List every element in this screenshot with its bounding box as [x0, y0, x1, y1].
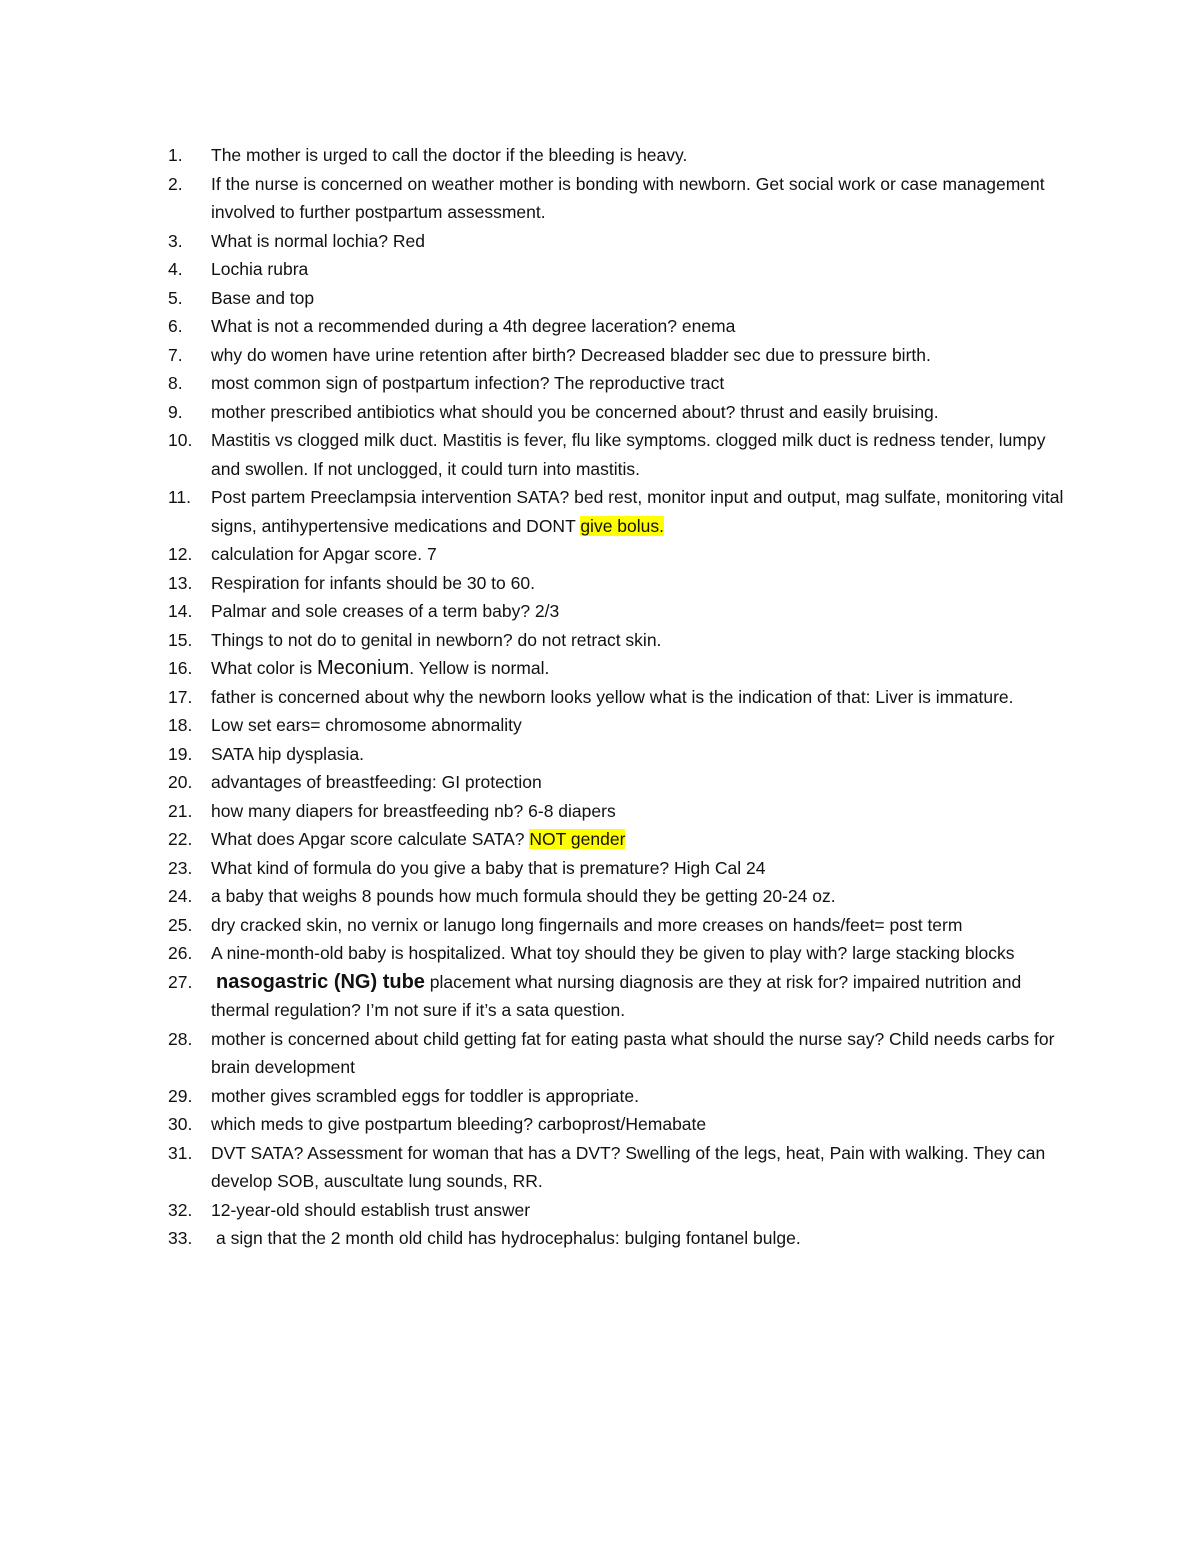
item-text: Things to not do to genital in newborn? do not retract skin. — [211, 629, 662, 650]
list-item — [168, 939, 1068, 968]
item-text: Mastitis vs clogged milk duct. Mastitis is fever, flu like symptoms. clogged milk duct is redness tender, lumpy and swollen. If not unclogged, it could turn into mastitis. — [211, 430, 1046, 479]
item-number: 20. — [168, 772, 193, 792]
item-number: 27. — [168, 971, 193, 992]
emphasized-term: Meconium — [317, 657, 410, 679]
item-number: 8. — [168, 373, 183, 393]
list-item — [168, 341, 1068, 370]
item-number: 7. — [168, 344, 183, 365]
item-text: mother prescribed antibiotics what should you be concerned about? thrust and easily bruising. — [211, 401, 939, 422]
item-text: If the nurse is concerned on weather mother is bonding with newborn. Get social work or case management involved to further postpartum assessment. — [211, 173, 1045, 222]
item-number: 6. — [168, 316, 183, 336]
item-number: 15. — [168, 629, 193, 650]
item-text: What kind of formula do you give a baby that is premature? High Cal 24 — [211, 857, 766, 878]
item-number: 24. — [168, 886, 193, 906]
item-number: 9. — [168, 401, 183, 422]
item-text: most common sign of postpartum infection? The reproductive tract — [211, 373, 725, 393]
list-item — [168, 312, 1068, 341]
list-item — [168, 911, 1068, 940]
emphasized-term: nasogastric (NG) tube — [216, 970, 425, 993]
list-item — [168, 882, 1068, 911]
question-list — [168, 141, 1068, 1253]
list-item — [168, 597, 1068, 626]
item-text: advantages of breastfeeding: GI protection — [211, 772, 542, 792]
item-text-part: placement what nursing diagnosis are they at risk for? impaired nutrition and thermal regulation? I’m not sure if it’s a sata question. — [211, 971, 1022, 1020]
list-item — [168, 540, 1068, 569]
list-item — [168, 1196, 1068, 1225]
item-text: mother gives scrambled eggs for toddler is appropriate. — [211, 1085, 639, 1106]
highlighted-text: NOT gender — [529, 829, 626, 849]
item-number: 17. — [168, 686, 193, 707]
item-text — [211, 825, 1068, 854]
item-text: a baby that weighs 8 pounds how much formula should they be getting 20-24 oz. — [211, 886, 836, 906]
item-number: 21. — [168, 800, 193, 821]
list-item — [168, 768, 1068, 797]
list-item — [168, 1110, 1068, 1139]
item-text: Palmar and sole creases of a term baby? 2/3 — [211, 601, 560, 621]
list-item — [168, 626, 1068, 655]
item-text-part: What color is — [211, 658, 313, 678]
item-text: SATA hip dysplasia. — [211, 743, 365, 764]
list-item — [168, 369, 1068, 398]
list-item — [168, 398, 1068, 427]
item-text — [211, 654, 1068, 683]
list-item — [168, 170, 1068, 227]
item-text: Respiration for infants should be 30 to 60. — [211, 572, 535, 593]
item-text-part: What does Apgar score calculate SATA? — [211, 829, 525, 849]
list-item — [168, 654, 1068, 683]
item-text: which meds to give postpartum bleeding? carboprost/Hemabate — [211, 1114, 707, 1134]
item-number: 14. — [168, 601, 193, 621]
item-number: 30. — [168, 1114, 193, 1134]
item-number: 25. — [168, 914, 193, 935]
item-text: Low set ears= chromosome abnormality — [211, 715, 522, 735]
item-text: how many diapers for breastfeeding nb? 6-8 diapers — [211, 800, 616, 821]
item-text: A nine-month-old baby is hospitalized. What toy should they be given to play with? large stacking blocks — [211, 943, 1015, 963]
item-number: 22. — [168, 829, 193, 849]
item-text: 12-year-old should establish trust answer — [211, 1199, 531, 1220]
item-number: 28. — [168, 1028, 193, 1049]
list-item — [168, 284, 1068, 313]
item-number: 18. — [168, 715, 193, 735]
item-text-part: Post partem Preeclampsia intervention SATA? bed rest, monitor input and output, mag sulfate, monitoring vital signs, antihypertensive medications and DONT — [211, 487, 1064, 536]
list-item — [168, 825, 1068, 854]
list-item — [168, 683, 1068, 712]
item-text — [211, 968, 1068, 1025]
list-item — [168, 483, 1068, 540]
item-number: 1. — [168, 145, 183, 165]
list-item — [168, 426, 1068, 483]
item-number: 26. — [168, 943, 193, 963]
list-item — [168, 1224, 1068, 1253]
item-text: calculation for Apgar score. 7 — [211, 544, 437, 564]
item-number: 4. — [168, 259, 183, 279]
list-item — [168, 711, 1068, 740]
item-number: 19. — [168, 743, 193, 764]
item-number: 10. — [168, 430, 193, 450]
item-text: dry cracked skin, no vernix or lanugo long fingernails and more creases on hands/feet= post term — [211, 914, 963, 935]
list-item — [168, 740, 1068, 769]
list-item — [168, 141, 1068, 170]
item-text: father is concerned about why the newborn looks yellow what is the indication of that: Liver is immature. — [211, 686, 1014, 707]
item-number: 5. — [168, 287, 183, 308]
item-text-part: . Yellow is normal. — [409, 658, 550, 678]
item-number: 16. — [168, 658, 193, 678]
item-text: DVT SATA? Assessment for woman that has a DVT? Swelling of the legs, heat, Pain with walking. They can develop SOB, auscultate lung sounds, RR. — [211, 1142, 1046, 1191]
item-number: 3. — [168, 230, 183, 251]
item-number: 32. — [168, 1199, 193, 1220]
list-item — [168, 797, 1068, 826]
item-number: 13. — [168, 572, 193, 593]
item-number: 29. — [168, 1085, 193, 1106]
item-text: a sign that the 2 month old child has hydrocephalus: bulging fontanel bulge. — [216, 1228, 801, 1248]
item-text — [211, 483, 1068, 540]
list-item — [168, 1139, 1068, 1196]
highlighted-text: give bolus. — [580, 515, 664, 536]
item-text: Lochia rubra — [211, 259, 309, 279]
item-text: Base and top — [211, 287, 315, 308]
list-item — [168, 1025, 1068, 1082]
item-number: 2. — [168, 173, 183, 194]
list-item — [168, 569, 1068, 598]
item-text: What is not a recommended during a 4th degree laceration? enema — [211, 316, 736, 336]
list-item — [168, 227, 1068, 256]
item-number: 23. — [168, 857, 193, 878]
item-number: 12. — [168, 544, 193, 564]
item-text: The mother is urged to call the doctor if the bleeding is heavy. — [211, 145, 688, 165]
item-text: why do women have urine retention after birth? Decreased bladder sec due to pressure birth. — [211, 344, 931, 365]
item-text: mother is concerned about child getting fat for eating pasta what should the nurse say? Child needs carbs for brain development — [211, 1028, 1055, 1077]
item-number: 11. — [168, 487, 192, 507]
item-number: 31. — [168, 1142, 193, 1163]
list-item — [168, 1082, 1068, 1111]
list-item — [168, 255, 1068, 284]
list-item — [168, 854, 1068, 883]
list-item — [168, 968, 1068, 1025]
item-number: 33. — [168, 1228, 193, 1248]
item-text: What is normal lochia? Red — [211, 230, 425, 251]
